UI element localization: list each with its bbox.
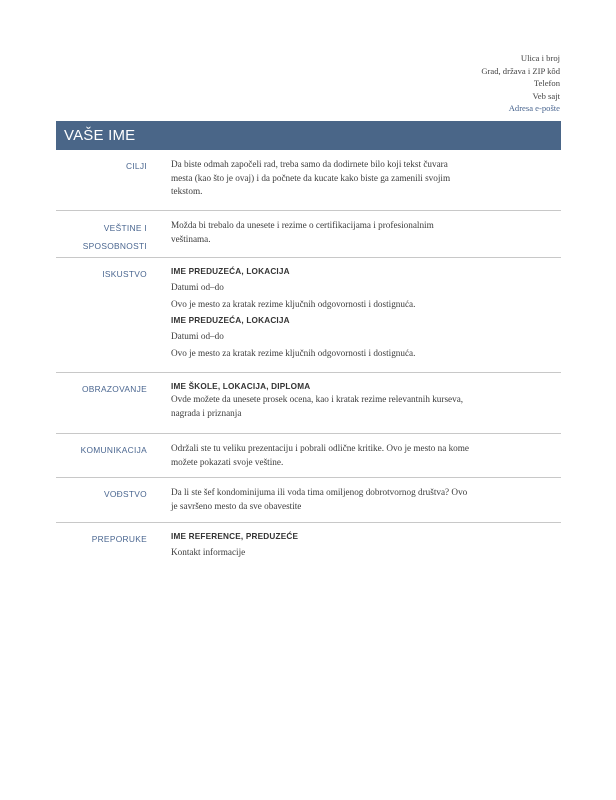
experience-company-title[interactable]: IME PREDUZEĆA, LOKACIJA xyxy=(171,267,290,276)
contact-block xyxy=(481,52,560,115)
section-content-iskustvo xyxy=(171,266,471,364)
contact-street[interactable]: Ulica i broj xyxy=(520,53,560,63)
section-iskustvo xyxy=(56,258,561,373)
contact-city[interactable]: Grad, država i ZIP kôd xyxy=(481,65,560,76)
vestine-label-line2: SPOSOBNOSTI xyxy=(82,241,147,251)
experience-entry xyxy=(171,315,471,360)
name-banner xyxy=(56,121,561,150)
section-preporuke xyxy=(56,523,561,568)
section-content-vestine xyxy=(171,219,471,249)
section-komunikacija xyxy=(56,434,561,478)
experience-dates[interactable]: Datumi od–do xyxy=(171,282,224,292)
section-ciljevi xyxy=(56,150,561,211)
experience-dates[interactable]: Datumi od–do xyxy=(171,331,224,341)
reference-contact[interactable]: Kontakt informacije xyxy=(171,547,246,557)
section-vodjstvo xyxy=(56,478,561,523)
ciljevi-text[interactable]: Da biste odmah započeli rad, treba samo da dodirnete bilo koji tekst čuvara mesta (kao što je ovaj) i da počnete da kucate kako biste ga zamenili svojim tekstom. xyxy=(171,159,451,196)
section-content-ciljevi xyxy=(171,158,471,202)
section-content-obrazovanje xyxy=(171,381,471,425)
experience-entry xyxy=(171,266,471,311)
section-label-preporuke: PREPORUKE xyxy=(91,534,147,544)
section-label-vestine xyxy=(56,219,147,249)
contact-phone[interactable]: Telefon xyxy=(533,78,560,89)
section-content-komunikacija xyxy=(171,442,471,469)
section-label-iskustvo: ISKUSTVO xyxy=(102,269,147,279)
education-text[interactable]: Ovde možete da unesete prosek ocena, kao i kratak rezime relevantnih kurseva, nagrada i priznanja xyxy=(171,394,464,418)
contact-website[interactable]: Veb sajt xyxy=(532,90,560,101)
section-label-ciljevi: CILJI xyxy=(125,161,147,171)
experience-description[interactable]: Ovo je mesto za kratak rezime ključnih odgovornosti i dostignuća. xyxy=(171,347,416,358)
section-label-vodjstvo: VOĐSTVO xyxy=(103,489,147,499)
section-vestine xyxy=(56,211,561,258)
vodjstvo-text[interactable]: Da li ste šef kondominijuma ili voda tima omiljenog dobrotvornog društva? Ovo je savršeno mesto da sve obavestite xyxy=(171,487,468,511)
reference-title[interactable]: IME REFERENCE, PREDUZEĆE xyxy=(171,532,299,541)
name-heading[interactable]: VAŠE IME xyxy=(64,127,136,144)
resume-sections xyxy=(56,150,561,568)
experience-description[interactable]: Ovo je mesto za kratak rezime ključnih odgovornosti i dostignuća. xyxy=(171,298,416,309)
section-content-preporuke xyxy=(171,531,471,560)
education-school-title[interactable]: IME ŠKOLE, LOKACIJA, DIPLOMA xyxy=(171,382,311,391)
vestine-text[interactable]: Možda bi trebalo da unesete i rezime o certifikacijama i profesionalnim veštinama. xyxy=(171,220,434,244)
section-label-obrazovanje: OBRAZOVANJE xyxy=(81,384,147,394)
experience-company-title[interactable]: IME PREDUZEĆA, LOKACIJA xyxy=(171,316,290,325)
komunikacija-text[interactable]: Održali ste tu veliku prezentaciju i pobrali odlične kritike. Ovo je mesto na kome možete pokazati svoje veštine. xyxy=(171,443,469,467)
section-content-vodjstvo xyxy=(171,486,471,514)
vestine-label-line1: VEŠTINE I xyxy=(103,223,147,233)
section-label-komunikacija: KOMUNIKACIJA xyxy=(80,445,147,455)
section-obrazovanje xyxy=(56,373,561,434)
contact-email[interactable]: Adresa e-pošte xyxy=(508,103,560,114)
